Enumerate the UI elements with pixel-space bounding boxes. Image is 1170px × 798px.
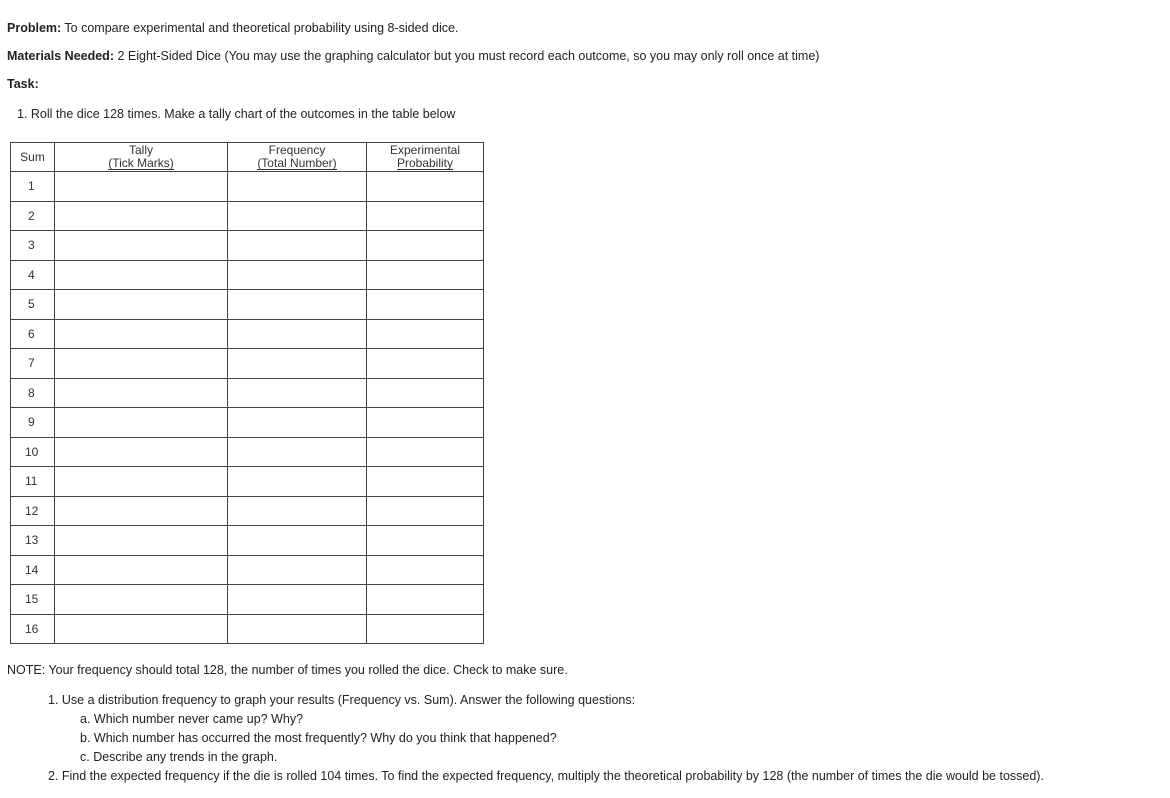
frequency-cell[interactable]	[228, 496, 367, 526]
experimental-probability-cell[interactable]	[367, 231, 484, 261]
problem-statement	[7, 20, 458, 36]
table-row	[11, 378, 484, 408]
note-text: NOTE: Your frequency should total 128, the number of times you rolled the dice. Check to make sure.	[7, 663, 568, 677]
header-tally-line2: (Tick Marks)	[108, 156, 174, 170]
header-experimental-line2: Probability	[396, 156, 454, 170]
header-tally	[55, 143, 228, 172]
tally-cell[interactable]	[55, 585, 228, 615]
tally-cell[interactable]	[55, 172, 228, 202]
tally-cell[interactable]	[55, 349, 228, 379]
frequency-cell[interactable]	[228, 585, 367, 615]
sum-cell: 11	[11, 467, 55, 497]
header-tally-line1: Tally	[128, 143, 153, 157]
experimental-probability-cell[interactable]	[367, 496, 484, 526]
table-row	[11, 231, 484, 261]
sum-cell: 13	[11, 526, 55, 556]
tally-table	[10, 142, 484, 644]
header-frequency	[228, 143, 367, 172]
frequency-cell[interactable]	[228, 349, 367, 379]
tally-cell[interactable]	[55, 408, 228, 438]
sum-cell: 10	[11, 437, 55, 467]
experimental-probability-cell[interactable]	[367, 319, 484, 349]
sum-cell: 6	[11, 319, 55, 349]
table-row	[11, 172, 484, 202]
experimental-probability-cell[interactable]	[367, 467, 484, 497]
question-1a: a. Which number never came up? Why?	[80, 712, 304, 726]
table-row	[11, 614, 484, 644]
table-row	[11, 437, 484, 467]
sum-cell: 15	[11, 585, 55, 615]
sum-cell: 5	[11, 290, 55, 320]
experimental-probability-cell[interactable]	[367, 555, 484, 585]
tally-cell[interactable]	[55, 290, 228, 320]
experimental-probability-cell[interactable]	[367, 349, 484, 379]
table-row	[11, 290, 484, 320]
task-heading: Task:	[7, 77, 39, 91]
experimental-probability-cell[interactable]	[367, 172, 484, 202]
table-row	[11, 496, 484, 526]
sum-cell: 16	[11, 614, 55, 644]
frequency-cell[interactable]	[228, 467, 367, 497]
tally-cell[interactable]	[55, 378, 228, 408]
experimental-probability-cell[interactable]	[367, 585, 484, 615]
sum-cell: 2	[11, 201, 55, 231]
materials-label: Materials Needed:	[7, 49, 114, 63]
question-1b: b. Which number has occurred the most frequently? Why do you think that happened?	[80, 731, 557, 745]
frequency-cell[interactable]	[228, 260, 367, 290]
sum-cell: 1	[11, 172, 55, 202]
frequency-cell[interactable]	[228, 437, 367, 467]
frequency-cell[interactable]	[228, 614, 367, 644]
frequency-cell[interactable]	[228, 201, 367, 231]
sum-cell: 4	[11, 260, 55, 290]
tally-cell[interactable]	[55, 231, 228, 261]
table-row	[11, 467, 484, 497]
sum-cell: 7	[11, 349, 55, 379]
table-row	[11, 260, 484, 290]
header-frequency-line2: (Total Number)	[257, 156, 337, 170]
problem-label: Problem:	[7, 21, 62, 35]
table-row	[11, 526, 484, 556]
experimental-probability-cell[interactable]	[367, 526, 484, 556]
experimental-probability-cell[interactable]	[367, 437, 484, 467]
frequency-cell[interactable]	[228, 290, 367, 320]
frequency-cell[interactable]	[228, 526, 367, 556]
tally-cell[interactable]	[55, 614, 228, 644]
experimental-probability-cell[interactable]	[367, 290, 484, 320]
header-sum: Sum	[11, 143, 55, 172]
frequency-cell[interactable]	[228, 555, 367, 585]
table-row	[11, 408, 484, 438]
question-1c: c. Describe any trends in the graph.	[80, 750, 278, 764]
tally-cell[interactable]	[55, 437, 228, 467]
tally-cell[interactable]	[55, 526, 228, 556]
table-row	[11, 349, 484, 379]
table-row	[11, 585, 484, 615]
header-experimental-probability	[367, 143, 484, 172]
sum-cell: 9	[11, 408, 55, 438]
experimental-probability-cell[interactable]	[367, 260, 484, 290]
frequency-cell[interactable]	[228, 319, 367, 349]
frequency-cell[interactable]	[228, 231, 367, 261]
table-row	[11, 555, 484, 585]
tally-cell[interactable]	[55, 201, 228, 231]
experimental-probability-cell[interactable]	[367, 614, 484, 644]
tally-cell[interactable]	[55, 467, 228, 497]
problem-text: To compare experimental and theoretical probability using 8-sided dice.	[61, 21, 459, 35]
frequency-cell[interactable]	[228, 378, 367, 408]
tally-table-header-row	[11, 143, 484, 172]
experimental-probability-cell[interactable]	[367, 408, 484, 438]
question-1: 1. Use a distribution frequency to graph your results (Frequency vs. Sum). Answer the following questions:	[48, 693, 636, 707]
sum-cell: 12	[11, 496, 55, 526]
header-frequency-line1: Frequency	[268, 143, 326, 157]
experimental-probability-cell[interactable]	[367, 201, 484, 231]
materials-statement	[7, 48, 819, 64]
question-2: 2. Find the expected frequency if the die is rolled 104 times. To find the expected frequency, multiply the theoretical probability by 128 (the number of times the die would be tossed).	[48, 769, 1044, 783]
frequency-cell[interactable]	[228, 408, 367, 438]
tally-table-body	[11, 172, 484, 644]
sum-cell: 14	[11, 555, 55, 585]
tally-cell[interactable]	[55, 319, 228, 349]
table-row	[11, 319, 484, 349]
tally-cell[interactable]	[55, 555, 228, 585]
sum-cell: 3	[11, 231, 55, 261]
experimental-probability-cell[interactable]	[367, 378, 484, 408]
table-row	[11, 201, 484, 231]
tally-cell[interactable]	[55, 496, 228, 526]
sum-cell: 8	[11, 378, 55, 408]
frequency-cell[interactable]	[228, 172, 367, 202]
materials-text: 2 Eight-Sided Dice (You may use the graphing calculator but you must record each outcome, so you may only roll once at time)	[113, 49, 820, 63]
step-1-instruction: 1. Roll the dice 128 times. Make a tally chart of the outcomes in the table below	[17, 107, 456, 121]
tally-cell[interactable]	[55, 260, 228, 290]
header-experimental-line1: Experimental	[389, 143, 461, 157]
